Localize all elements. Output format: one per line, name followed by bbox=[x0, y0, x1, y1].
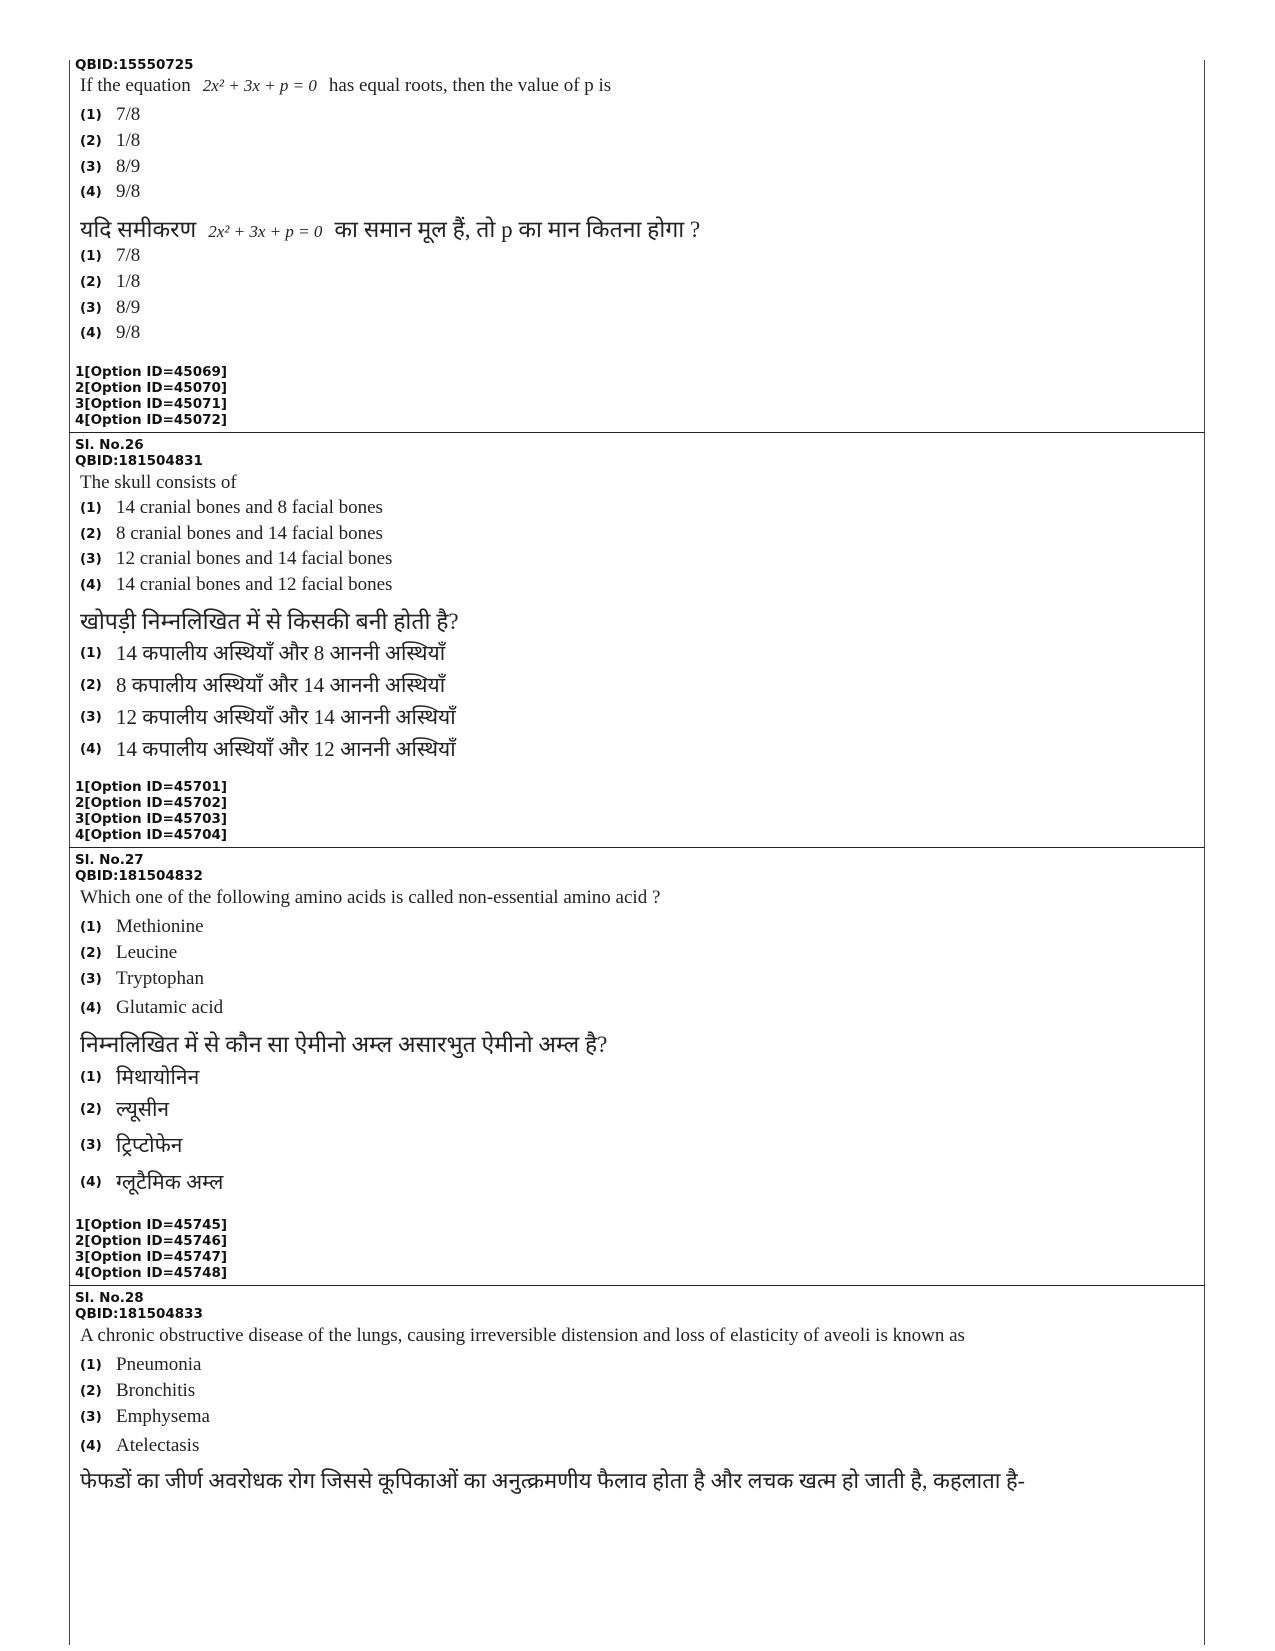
qbid-label: QBID:15550725 bbox=[75, 57, 194, 73]
option-hi-1: (1) 7/8 bbox=[80, 245, 141, 266]
option-en-3: (3) Tryptophan bbox=[80, 968, 204, 989]
divider bbox=[69, 1285, 1205, 1286]
option-en-4: (4) Atelectasis bbox=[80, 1435, 200, 1456]
option-en-2: (2) 1/8 bbox=[80, 130, 141, 151]
divider bbox=[69, 432, 1205, 433]
question-hi: फेफडों का जीर्ण अवरोधक रोग जिससे कूपिकाओं का अनुत्क्रमणीय फैलाव होता है और लचक खत्म हो जाती है, कहलाता है- bbox=[80, 1468, 1025, 1493]
option-en-4: (4) Glutamic acid bbox=[80, 997, 224, 1018]
option-en-1: (1) 14 cranial bones and 8 facial bones bbox=[80, 497, 383, 518]
qbid-label: QBID:181504831 bbox=[75, 453, 203, 469]
option-hi-4: (4) 14 कपालीय अस्थियाँ और 12 आननी अस्थियाँ bbox=[80, 737, 456, 761]
qbid-label: QBID:181504832 bbox=[75, 868, 203, 884]
option-hi-2: (2) ल्यूसीन bbox=[80, 1097, 170, 1121]
option-hi-3: (3) 8/9 bbox=[80, 297, 141, 318]
serial-number: Sl. No.28 bbox=[75, 1290, 144, 1306]
option-hi-2: (2) 8 कपालीय अस्थियाँ और 14 आननी अस्थियाँ bbox=[80, 673, 446, 697]
question-en: Which one of the following amino acids is called non-essential amino acid ? bbox=[80, 887, 661, 908]
option-en-3: (3) 8/9 bbox=[80, 156, 141, 177]
option-hi-1: (1) 14 कपालीय अस्थियाँ और 8 आननी अस्थियाँ bbox=[80, 641, 446, 665]
option-hi-3: (3) 12 कपालीय अस्थियाँ और 14 आननी अस्थियाँ bbox=[80, 705, 456, 729]
option-id-list: 1[Option ID=45069] 2[Option ID=45070] 3[Option ID=45071] 4[Option ID=45072] bbox=[75, 364, 228, 428]
option-en-2: (2) 8 cranial bones and 14 facial bones bbox=[80, 523, 383, 544]
option-hi-4: (4) 9/8 bbox=[80, 322, 141, 343]
equation-hi: 2x² + 3x + p = 0 bbox=[208, 222, 323, 241]
option-id-list: 1[Option ID=45701] 2[Option ID=45702] 3[Option ID=45703] 4[Option ID=45704] bbox=[75, 779, 228, 843]
page-frame bbox=[69, 60, 1205, 1645]
option-en-1: (1) Methionine bbox=[80, 916, 204, 937]
option-hi-4: (4) ग्लूटैमिक अम्ल bbox=[80, 1170, 224, 1194]
question-en: A chronic obstructive disease of the lungs, causing irreversible distension and loss of elasticity of aveoli is known as bbox=[80, 1325, 965, 1346]
option-hi-2: (2) 1/8 bbox=[80, 271, 141, 292]
option-en-2: (2) Leucine bbox=[80, 942, 178, 963]
equation: 2x² + 3x + p = 0 bbox=[202, 76, 317, 95]
option-hi-3: (3) ट्रिप्टोफेन bbox=[80, 1133, 183, 1157]
option-en-4: (4) 9/8 bbox=[80, 181, 141, 202]
question-hi: यदि समीकरण 2x² + 3x + p = 0 का समान मूल हैं, तो p का मान कितना होगा ? bbox=[80, 217, 701, 242]
option-en-1: (1) 7/8 bbox=[80, 104, 141, 125]
option-en-1: (1) Pneumonia bbox=[80, 1354, 202, 1375]
option-en-3: (3) Emphysema bbox=[80, 1406, 210, 1427]
serial-number: Sl. No.26 bbox=[75, 437, 144, 453]
question-hi: खोपड़ी निम्नलिखित में से किसकी बनी होती है? bbox=[80, 609, 459, 634]
serial-number: Sl. No.27 bbox=[75, 852, 144, 868]
qbid-label: QBID:181504833 bbox=[75, 1306, 203, 1322]
option-en-3: (3) 12 cranial bones and 14 facial bones bbox=[80, 548, 393, 569]
question-en: The skull consists of bbox=[80, 472, 237, 493]
option-en-2: (2) Bronchitis bbox=[80, 1380, 196, 1401]
option-hi-1: (1) मिथायोनिन bbox=[80, 1065, 200, 1089]
question-hi: निम्नलिखित में से कौन सा ऐमीनो अम्ल असारभुत ऐमीनो अम्ल है? bbox=[80, 1032, 608, 1057]
option-en-4: (4) 14 cranial bones and 12 facial bones bbox=[80, 574, 393, 595]
divider bbox=[69, 847, 1205, 848]
option-id-list: 1[Option ID=45745] 2[Option ID=45746] 3[Option ID=45747] 4[Option ID=45748] bbox=[75, 1217, 228, 1281]
question-en: If the equation 2x² + 3x + p = 0 has equal roots, then the value of p is bbox=[80, 75, 612, 96]
